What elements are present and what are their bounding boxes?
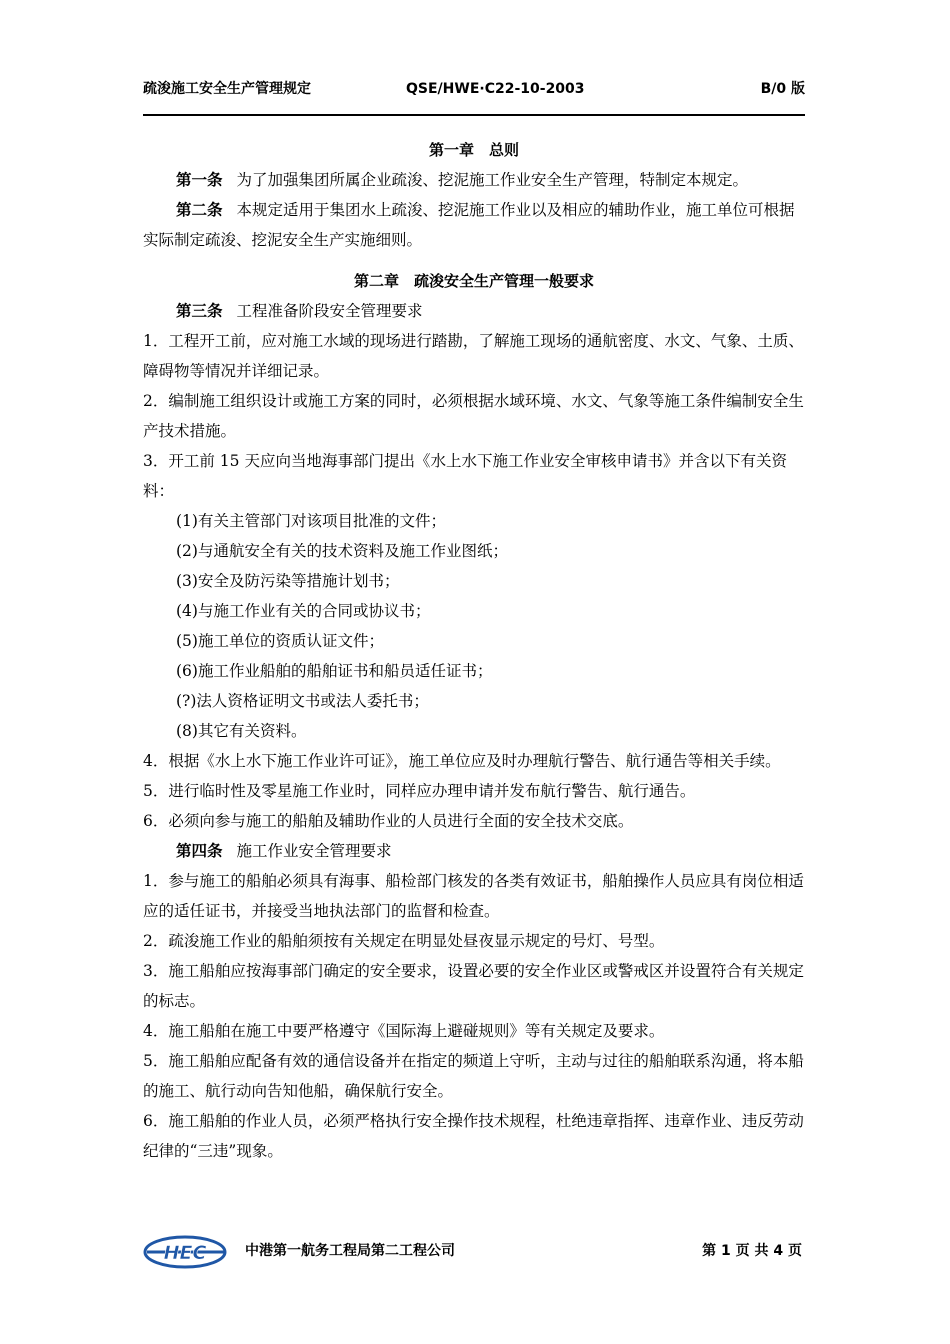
article-3-text: 工程准备阶段安全管理要求 [236, 302, 423, 320]
sub-list-item: (?)法人资格证明文书或法人委托书； [176, 692, 429, 710]
header-doc-code: QSE/HWE·C22-10-2003 [406, 81, 585, 97]
footer-company: 中港第一航务工程局第二工程公司 [245, 1243, 455, 1259]
chapter-2-title: 第二章 疏浚安全生产管理一般要求 [353, 272, 594, 290]
article-2-text: 本规定适用于集团水上疏浚、挖泥施工作业以及相应的辅助作业，施工单位可根据实际制定疏浚、挖泥安全生产实施细则。 [143, 201, 795, 249]
article-1 [143, 165, 805, 195]
header-rule [143, 114, 805, 116]
article-3-label: 第三条 [176, 302, 223, 320]
sub-list-item: (2)与通航安全有关的技术资料及施工作业图纸； [176, 542, 508, 560]
article-1-text: 为了加强集团所属企业疏浚、挖泥施工作业安全生产管理，特制定本规定。 [236, 171, 749, 189]
footer-page-number: 第 1 页 共 4 页 [702, 1243, 802, 1259]
list-item: 6．施工船舶的作业人员，必须严格执行安全操作技术规程，杜绝违章指挥、违章作业、违反劳动纪律的“三违”现象。 [143, 1112, 804, 1160]
article-2 [143, 195, 805, 255]
hec-logo-icon [143, 1235, 228, 1269]
article-4 [143, 836, 805, 866]
list-item: 6．必须向参与施工的船舶及辅助作业的人员进行全面的安全技术交底。 [143, 812, 634, 830]
article-1-label: 第一条 [176, 171, 223, 189]
sub-list-item: (1)有关主管部门对该项目批准的文件； [176, 512, 446, 530]
list-item: 3．开工前 15 天应向当地海事部门提出《水上水下施工作业安全审核申请书》并含以下有关资料： [143, 452, 787, 500]
sub-list-item: (8)其它有关资料。 [176, 722, 307, 740]
sub-list-item: (6)施工作业船舶的船舶证书和船员适任证书； [176, 662, 493, 680]
article-4-text: 施工作业安全管理要求 [236, 842, 392, 860]
list-item: 2．疏浚施工作业的船舶须按有关规定在明显处昼夜显示规定的号灯、号型。 [143, 932, 665, 950]
list-item: 5．进行临时性及零星施工作业时，同样应办理申请并发布航行警告、航行通告。 [143, 782, 696, 800]
list-item: 4．施工船舶在施工中要严格遵守《国际海上避碰规则》等有关规定及要求。 [143, 1022, 665, 1040]
article-2-label: 第二条 [176, 201, 223, 219]
logo-text: HEC [163, 1242, 207, 1264]
sub-list-item: (4)与施工作业有关的合同或协议书； [176, 602, 431, 620]
list-item: 3．施工船舶应按海事部门确定的安全要求，设置必要的安全作业区或警戒区并设置符合有关规定的标志。 [143, 962, 804, 1010]
chapter-1-title: 第一章 总则 [428, 141, 519, 159]
header-version: B/0 版 [760, 81, 805, 97]
document-body [143, 135, 805, 1166]
sub-list-item: (3)安全及防污染等措施计划书； [176, 572, 400, 590]
list-item: 4．根据《水上水下施工作业许可证》，施工单位应及时办理航行警告、航行通告等相关手续。 [143, 752, 781, 770]
list-item: 2．编制施工组织设计或施工方案的同时，必须根据水域环境、水文、气象等施工条件编制安全生产技术措施。 [143, 392, 804, 440]
list-item: 1．参与施工的船舶必须具有海事、船检部门核发的各类有效证书，船舶操作人员应具有岗位相适应的适任证书，并接受当地执法部门的监督和检查。 [143, 872, 804, 920]
list-item: 5．施工船舶应配备有效的通信设备并在指定的频道上守听，主动与过往的船舶联系沟通，将本船的施工、航行动向告知他船，确保航行安全。 [143, 1052, 804, 1100]
article-3 [143, 296, 805, 326]
sub-list-item: (5)施工单位的资质认证文件； [176, 632, 384, 650]
list-item: 1．工程开工前，应对施工水域的现场进行踏勘，了解施工现场的通航密度、水文、气象、土质、障碍物等情况并详细记录。 [143, 332, 804, 380]
article-4-label: 第四条 [176, 842, 223, 860]
header-doc-title: 疏浚施工安全生产管理规定 [143, 81, 311, 97]
